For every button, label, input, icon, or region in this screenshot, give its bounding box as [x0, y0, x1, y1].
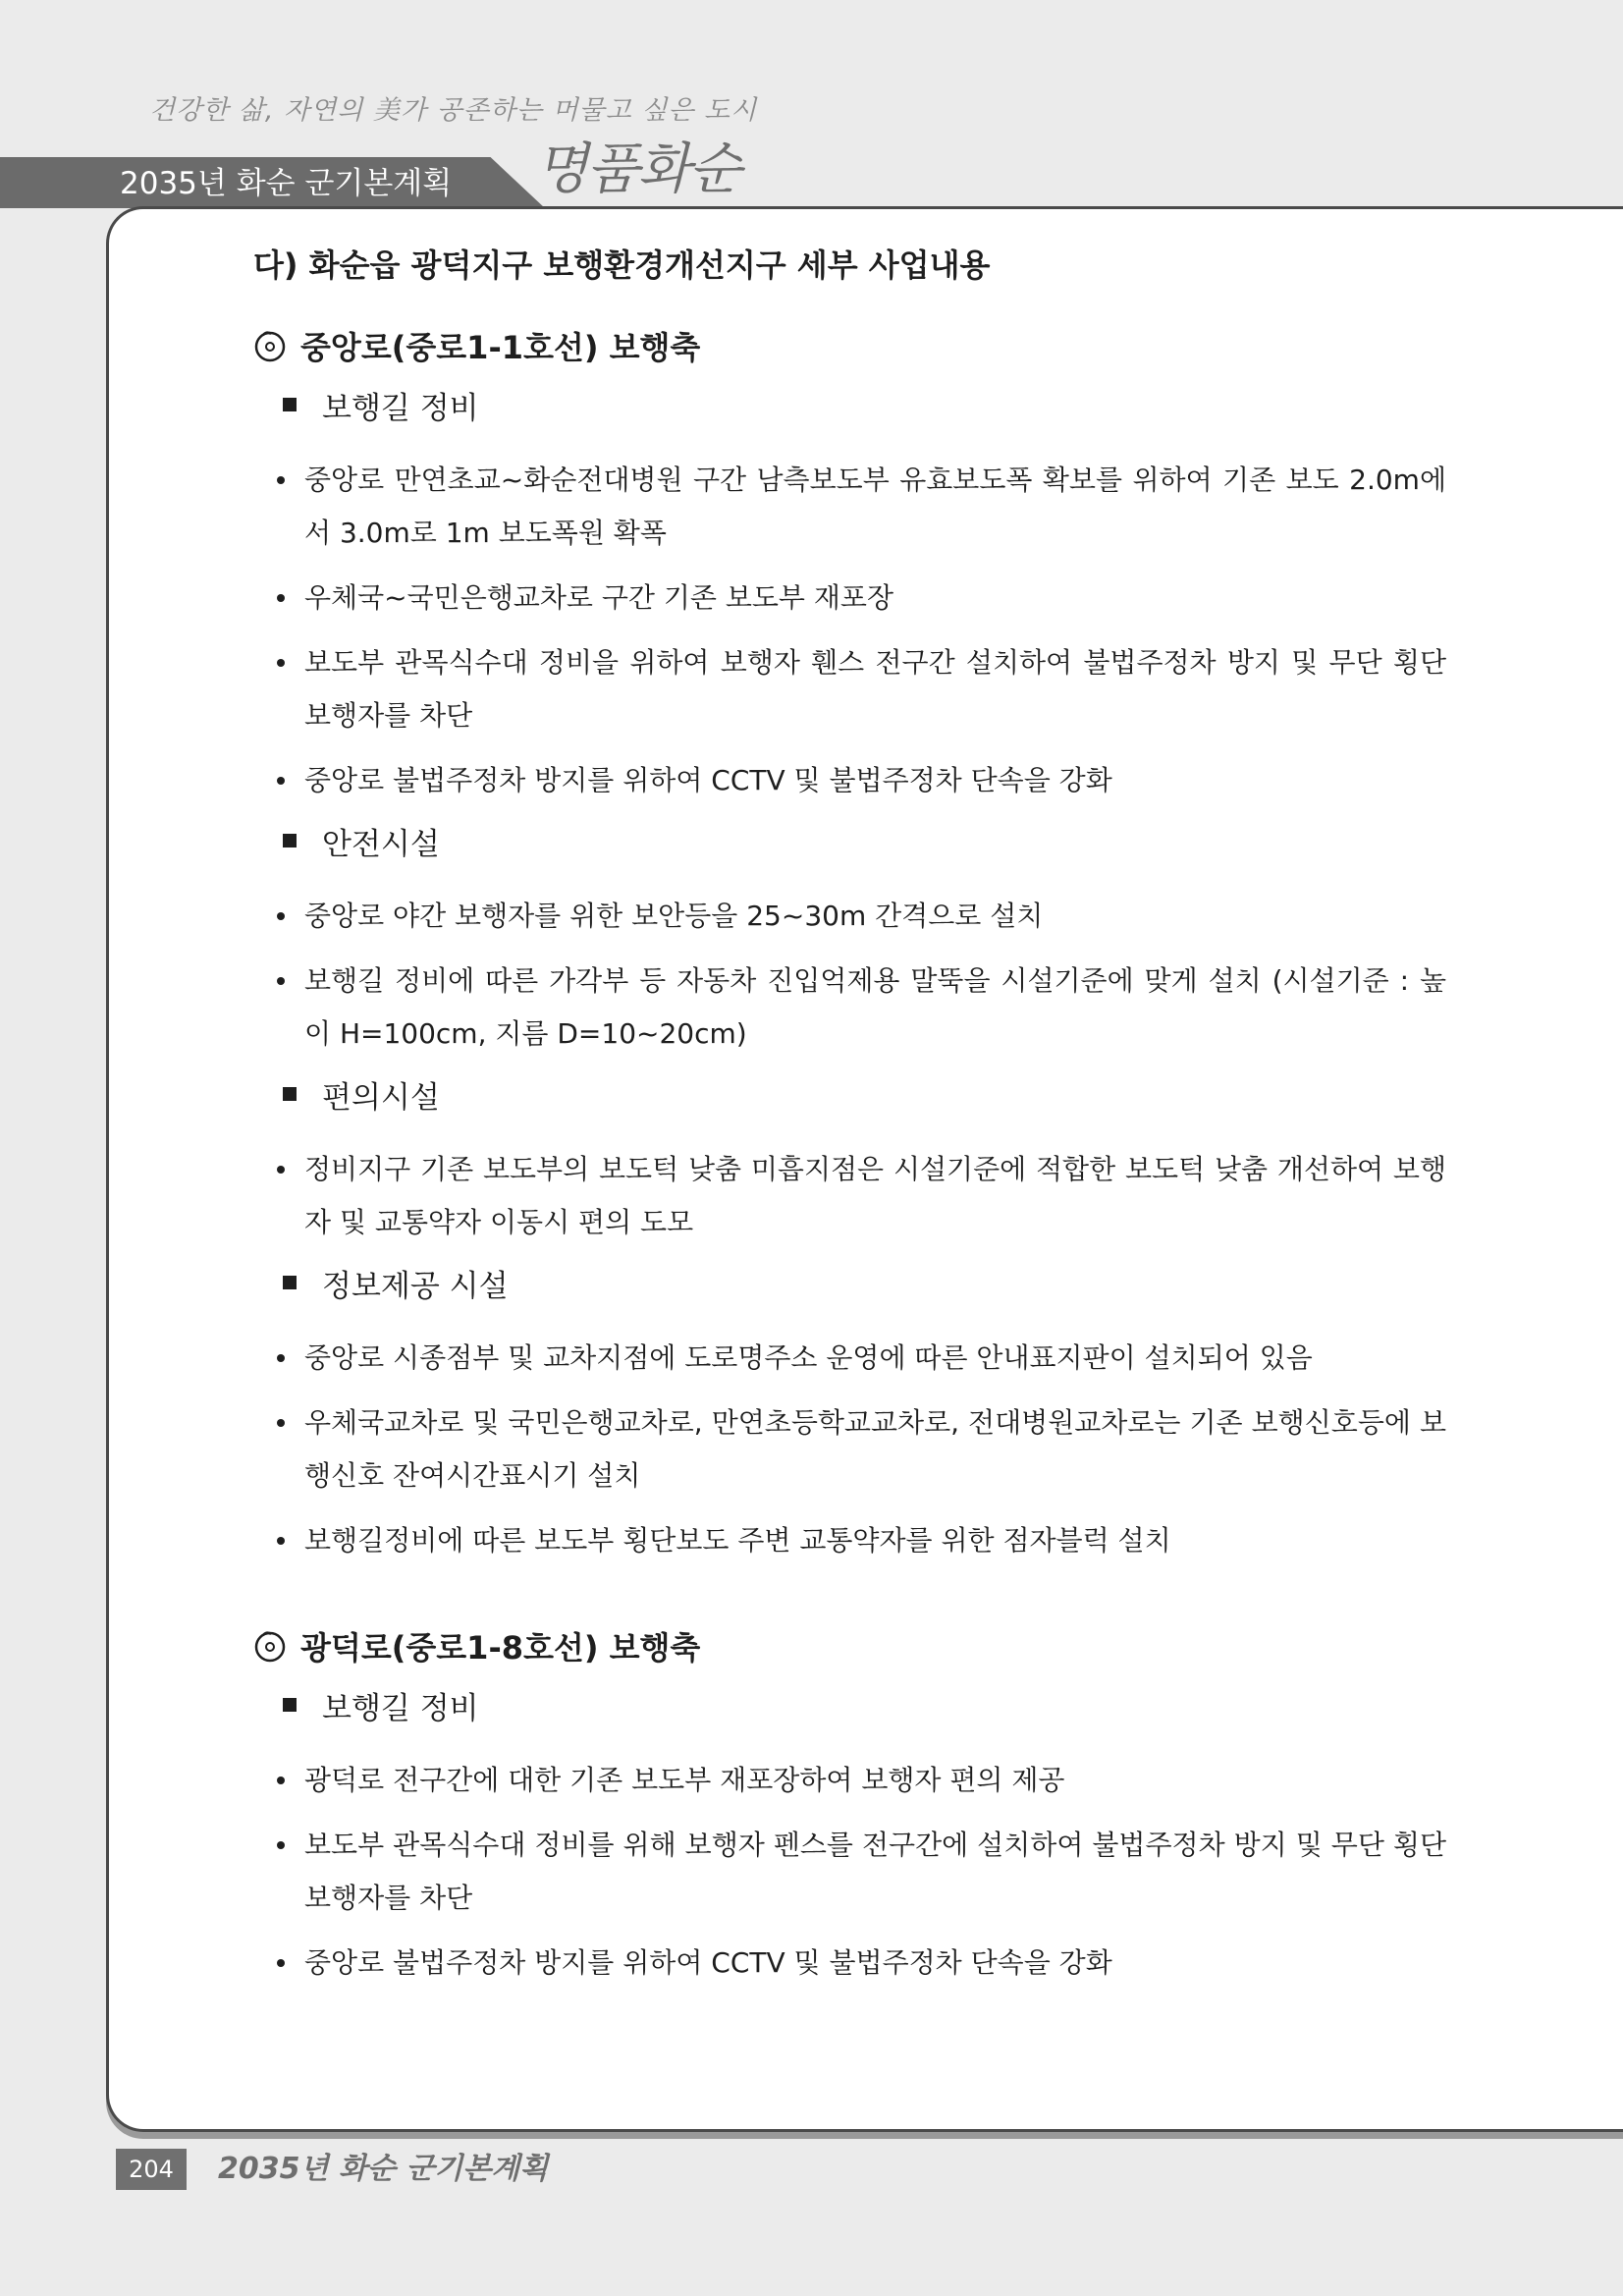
bullet-list	[253, 890, 1446, 1061]
square-bullet-icon	[283, 1698, 297, 1712]
list-item: 중앙로 시종점부 및 교차지점에 도로명주소 운영에 따른 안내표지판이 설치되어 있음	[253, 1332, 1446, 1385]
list-item: 중앙로 만연초교~화순전대병원 구간 남측보도부 유효보도폭 확보를 위하여 기존 보도 2.0m에서 3.0m로 1m 보도폭원 확폭	[253, 454, 1446, 560]
list-item: 우체국~국민은행교차로 구간 기존 보도부 재포장	[253, 572, 1446, 625]
bullet-list	[253, 1754, 1446, 1990]
city-logo: 명품화순	[535, 137, 740, 201]
list-item: 보도부 관목식수대 정비를 위해 보행자 펜스를 전구간에 설치하여 불법주정차 방지 및 무단 횡단 보행자를 차단	[253, 1819, 1446, 1925]
bullet-list	[253, 454, 1446, 807]
section-heading-text: 중앙로(중로1-1호선) 보행축	[300, 329, 701, 366]
circle-bullet-icon	[253, 329, 287, 362]
square-bullet-icon	[283, 1276, 297, 1289]
list-item: 보도부 관목식수대 정비을 위하여 보행자 휀스 전구간 설치하여 불법주정차 방지 및 무단 횡단 보행자를 차단	[253, 636, 1446, 742]
group-heading-text: 정보제공 시설	[322, 1268, 509, 1304]
list-item: 중앙로 야간 보행자를 위한 보안등을 25~30m 간격으로 설치	[253, 890, 1446, 943]
group-heading-text: 보행길 정비	[322, 390, 479, 426]
section-title: 다) 화순읍 광덕지구 보행환경개선지구 세부 사업내용	[253, 246, 991, 284]
page-number: 204	[116, 2149, 187, 2190]
list-item: 중앙로 불법주정차 방지를 위하여 CCTV 및 불법주정차 단속을 강화	[253, 1937, 1446, 1990]
bullet-list	[253, 1332, 1446, 1567]
footer-title: 2035년 화순 군기본계획	[218, 2152, 549, 2186]
group-heading-text: 보행길 정비	[322, 1690, 479, 1726]
group-heading	[253, 1261, 1446, 1304]
spacer	[253, 1579, 1446, 1624]
section-heading	[253, 1624, 1446, 1667]
list-item: 중앙로 불법주정차 방지를 위하여 CCTV 및 불법주정차 단속을 강화	[253, 754, 1446, 807]
bullet-list	[253, 1143, 1446, 1249]
section-heading-text: 광덕로(중로1-8호선) 보행축	[300, 1629, 701, 1667]
square-bullet-icon	[283, 398, 297, 411]
header-slogan: 건강한 삶, 자연의 美가 공존하는 머물고 싶은 도시	[149, 95, 758, 126]
circle-bullet-icon	[253, 1629, 287, 1663]
banner-title: 2035년 화순 군기본계획	[120, 166, 453, 201]
group-heading-text: 편의시설	[322, 1079, 440, 1116]
list-item: 보행길정비에 따른 보도부 횡단보도 주변 교통약자를 위한 점자블럭 설치	[253, 1514, 1446, 1567]
group-heading	[253, 383, 1446, 426]
group-heading	[253, 1683, 1446, 1726]
list-item: 정비지구 기존 보도부의 보도턱 낮춤 미흡지점은 시설기준에 적합한 보도턱 낮춤 개선하여 보행자 및 교통약자 이동시 편의 도모	[253, 1143, 1446, 1249]
list-item: 보행길 정비에 따른 가각부 등 자동차 진입억제용 말뚝을 시설기준에 맞게 설치 (시설기준 : 높이 H=100cm, 지름 D=10~20cm)	[253, 955, 1446, 1061]
group-heading	[253, 819, 1446, 862]
section-heading	[253, 324, 1446, 367]
list-item: 광덕로 전구간에 대한 기존 보도부 재포장하여 보행자 편의 제공	[253, 1754, 1446, 1807]
square-bullet-icon	[283, 1087, 297, 1101]
group-heading	[253, 1072, 1446, 1116]
page-content	[253, 244, 1446, 2001]
group-heading-text: 안전시설	[322, 826, 440, 862]
square-bullet-icon	[283, 834, 297, 847]
list-item: 우체국교차로 및 국민은행교차로, 만연초등학교교차로, 전대병원교차로는 기존 보행신호등에 보행신호 잔여시간표시기 설치	[253, 1396, 1446, 1503]
